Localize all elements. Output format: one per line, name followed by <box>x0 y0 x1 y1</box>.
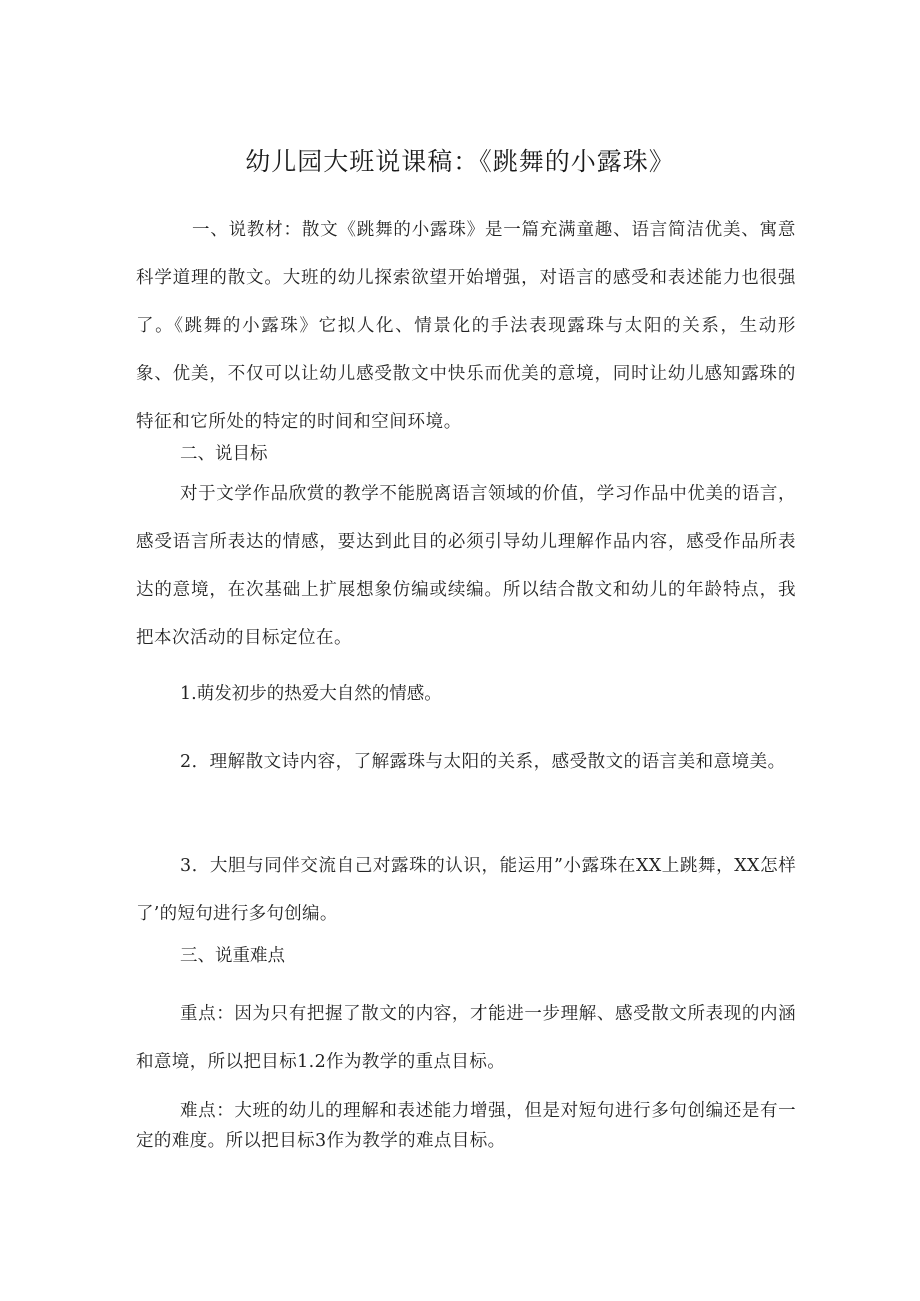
section-2-heading: 二、说目标 <box>180 444 268 464</box>
document-title: 幼儿园大班说课稿：《跳舞的小露珠》 <box>245 147 675 176</box>
difficult-point: 难点：大班的幼儿的理解和表述能力增强，但是对短句进行多句创编还是有一定的难度。所以把目标3作为教学的难点目标。 <box>136 1101 796 1151</box>
section-1-textbook: 一、说教材：散文《跳舞的小露珠》是一篇充满童趣、语言简洁优美、寓意科学道理的散文。大班的幼儿探索欲望开始增强，对语言的感受和表述能力也很强了。《跳舞的小露珠》它拟人化、情景化的手法表现露珠与太阳的关系，生动形象、优美，不仅可以让幼儿感受散文中快乐而优美的意境，同时让幼儿感知露珠的特征和它所处的特定的时间和空间环境。 <box>136 220 796 432</box>
key-point: 重点：因为只有把握了散文的内容，才能进一步理解、感受散文所表现的内涵和意境，所以把目标1.2作为教学的重点目标。 <box>136 1004 796 1072</box>
section-3-heading: 三、说重难点 <box>180 946 285 966</box>
goal-3: 3．大胆与同伴交流自己对露珠的认识，能运用”小露珠在XX上跳舞，XX怎样了’的短句进行多句创编。 <box>136 856 796 924</box>
goal-2: 2．理解散文诗内容，了解露珠与太阳的关系，感受散文的语言美和意境美。 <box>180 752 786 772</box>
section-2-body: 对于文学作品欣赏的教学不能脱离语言领域的价值，学习作品中优美的语言，感受语言所表达的情感，要达到此目的必须引导幼儿理解作品内容，感受作品所表达的意境，在次基础上扩展想象仿编或续编。所以结合散文和幼儿的年龄特点，我把本次活动的目标定位在。 <box>136 484 796 648</box>
goal-1: 1.萌发初步的热爱大自然的情感。 <box>180 684 442 704</box>
